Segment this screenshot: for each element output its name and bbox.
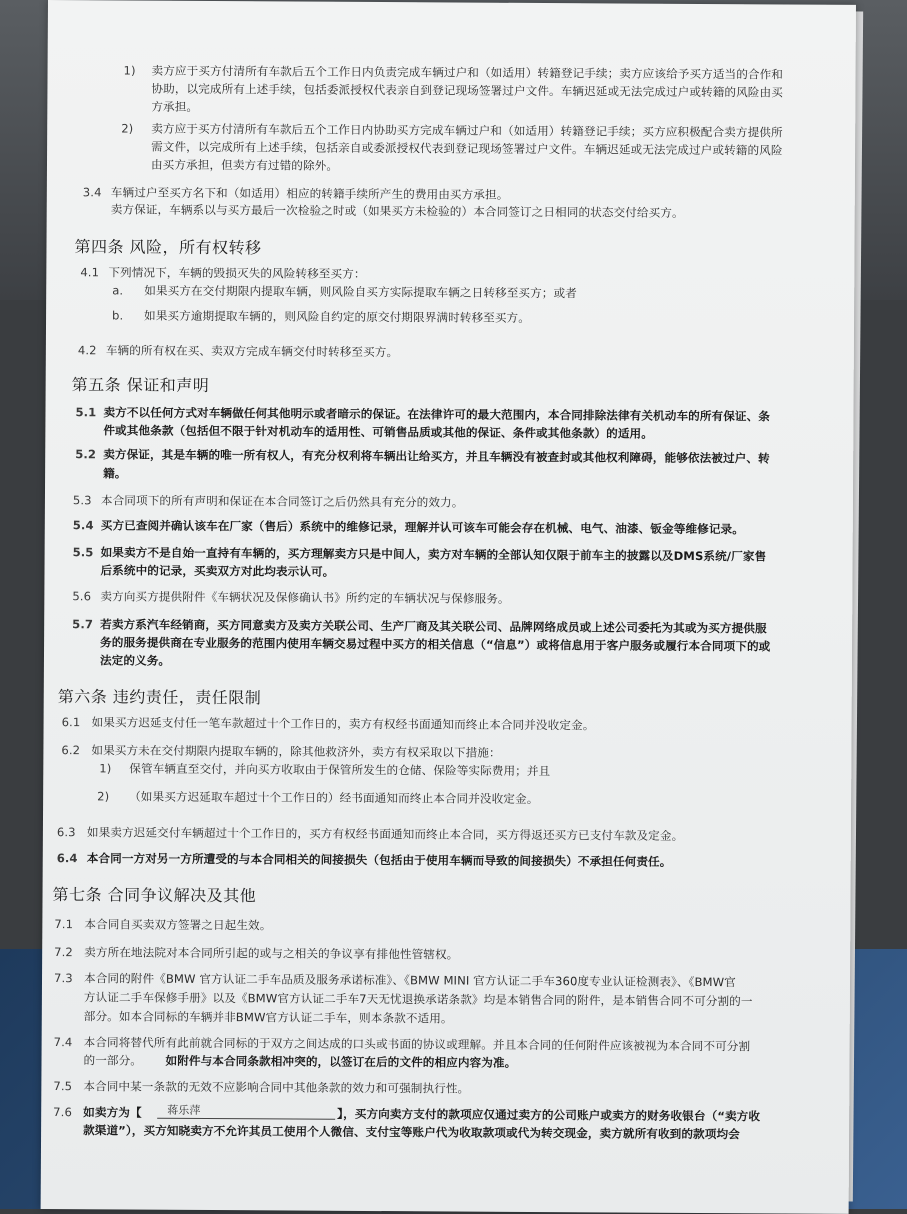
- clause-text: 卖方保证，其是车辆的唯一所有权人，有充分权利将车辆出让给买方，并且车辆没有被查封或其他权利障碍，能够依法被过户、转: [103, 447, 770, 466]
- clause-text: 车辆的所有权在买、卖双方完成车辆交付时转移至买方。: [105, 343, 399, 360]
- clause-text: 本合同自买卖双方签署之日起生效。: [84, 917, 272, 933]
- clause-number: 6.4: [56, 851, 78, 866]
- clause-text: 部分。如本合同标的车辆并非BMW官方认证二手车，则本条款不适用。: [83, 1009, 453, 1026]
- article-7-heading: 第七条 合同争议解决及其他: [52, 885, 257, 906]
- clause-text: 务的服务提供商在专业服务的范围内使用车辆交易过程中买方的相关信息（“信息”）或将信息用于客户服务或履行本合同项下的或: [100, 635, 771, 654]
- clause-text: 若卖方系汽车经销商，买方同意卖方及卖方关联公司、生产厂商及其关联公司、品牌网络成员或上述公司委托为其或为买方提供服: [100, 617, 767, 636]
- clause-number: 5.1: [75, 405, 97, 420]
- clause-number: 5.5: [72, 545, 94, 560]
- clause-text: 卖方应于买方付清所有车款后五个工作日内协助买方完成车辆过户和（如适用）转籍登记手续；买方应积极配合卖方提供所: [151, 121, 783, 140]
- clause-text: 如果买方未在交付期限内提取车辆的，除其他救济外，卖方有权采取以下措施：: [91, 743, 501, 760]
- clause-text: 如果卖方迟延交付车辆超过十个工作日的，买方有权经书面通知而终止本合同，买方得返还买方已支付车款及定金。: [86, 825, 684, 843]
- clause-text: 件或其他条款（包括但不限于针对机动车的适用性、可销售品质或其他的保证、条件或其他条款）的适用。: [103, 423, 654, 441]
- clause-text: 方承担。: [151, 99, 199, 114]
- clause-text: 后系统中的记录，买卖双方对此均表示认可。: [100, 563, 335, 579]
- clause-text: 卖方所在地法院对本合同所引起的或与之相关的争议享有排他性管辖权。: [84, 945, 459, 962]
- clause-text: 车辆过户至买方名下和（如适用）相应的转籍手续所产生的费用由买方承担。: [110, 185, 509, 202]
- clause-number: 5.4: [72, 518, 94, 533]
- clause-text: 本合同将替代所有此前就合同标的于双方之间达成的口头或书面的协议或理解。并且本合同的任何附件应该被视为本合同不可分割: [83, 1035, 751, 1054]
- clause-text: 卖方向买方提供附件《车辆状况及保修确认书》所约定的车辆状况与保修服务。: [100, 589, 510, 606]
- clause-text: 卖方不以任何方式对车辆做任何其他明示或者暗示的保证。在法律许可的最大范围内，本合同排除法律有关机动车的所有保证、条: [103, 405, 771, 424]
- clause-number: 6.3: [56, 825, 76, 840]
- clause-text: （如果买方迟延取车超过十个工作日的）经书面通知而终止本合同并没收定金。: [129, 789, 539, 807]
- clause-number: 4.1: [80, 265, 100, 280]
- clause-text: 籍。: [103, 466, 127, 481]
- clause-text: 买方已查阅并确认该车在厂家（售后）系统中的维修记录，理解并认可该车可能会存在机械、电气、油漆、钣金等维修记录。: [100, 518, 744, 537]
- clause-text: 本合同的附件《BMW 官方认证二手车品质及服务承诺标准》、《BMW MINI 官方认证二手车360度专业认证检测表》、《BMW官: [83, 971, 736, 990]
- clause-text: 如果买方逾期提取车辆的，则风险自约定的原交付期限界满时转移至买方。: [144, 308, 531, 325]
- clause-text: 需文件，以完成所有上述手续，包括亲自或委派授权代表到登记现场签署过户文件。车辆迟延或无法完成过户或转籍的风险: [151, 139, 783, 158]
- clause-text: 法定的义务。: [99, 653, 171, 668]
- clause-text: 下列情况下，车辆的毁损灭失的风险转移至买方：: [108, 265, 366, 281]
- contract-page: [41, 0, 856, 1214]
- item-number: a.: [112, 283, 124, 298]
- clause-text: 保管车辆直至交付，并向买方收取由于保管所发生的仓储、保险等实际费用；并且: [129, 761, 551, 779]
- clause-number: 3.4: [82, 185, 102, 200]
- item-number: 2): [121, 121, 134, 136]
- clause-number: 4.2: [77, 343, 97, 358]
- clause-text: 方认证二手车保修手册》以及《BMW官方认证二手车7天无忧退换承诺条款》均是本销售合同的附件，是本销售合同不可分割的一: [83, 990, 753, 1009]
- clause-text: 卖方应于买方付清所有车款后五个工作日内负责完成车辆过户和（如适用）转籍登记手续；卖方应该给予买方适当的合作和: [151, 63, 784, 82]
- clause-text: 协助，以完成所有上述手续，包括委派授权代表亲自到登记现场签署过户文件。车辆迟延或无法完成过户或转籍的风险由买: [151, 81, 783, 100]
- seller-name-value: 蒋乐萍: [167, 1103, 201, 1117]
- clause-text: 卖方保证，车辆系以与买方最后一次检验之时或（如果买方未检验的）本合同签订之日相同的状态交付给买方。: [110, 202, 684, 220]
- clause-text: 】，买方向卖方支付的款项应仅通过卖方的公司账户或卖方的财务收银台（“卖方收: [337, 1106, 761, 1124]
- clause-number: 7.2: [54, 945, 73, 960]
- clause-number: 7.1: [54, 917, 74, 932]
- clause-text: 本合同项下的所有声明和保证在本合同签订之后仍然具有充分的效力。: [100, 493, 464, 510]
- clause-text: 如卖方为【: [83, 1105, 142, 1120]
- clause-text: 如果买方在交付期限内提取车辆，则风险自买方实际提取车辆之日转移至买方；或者: [144, 283, 577, 301]
- clause-text: 的一部分。: [83, 1053, 143, 1068]
- article-6-heading: 第六条 违约责任，责任限制: [57, 687, 262, 708]
- clause-text-bold: 如附件与本合同条款相冲突的，以签订在后的文件的相应内容为准。: [165, 1053, 517, 1070]
- clause-text: 如果卖方不是自始一直持有车辆的，买方理解卖方只是中间人，卖方对车辆的全部认知仅限于前车主的披露以及DMS系统/厂家售: [100, 545, 767, 564]
- clause-number: 7.5: [53, 1079, 73, 1094]
- clause-text: 由买方承担，但卖方有过错的除外。: [150, 157, 339, 173]
- clause-number: 7.4: [53, 1035, 73, 1050]
- clause-number: 5.2: [75, 447, 97, 462]
- clause-number: 5.3: [72, 493, 92, 508]
- clause-text: 如果买方迟延支付任一笔车款超过十个工作日的，卖方有权经书面通知而终止本合同并没收定金。: [91, 715, 595, 733]
- article-4-heading: 第四条 风险，所有权转移: [74, 237, 262, 258]
- clause-number: 5.7: [72, 617, 94, 632]
- item-number: 1): [123, 63, 136, 78]
- article-5-heading: 第五条 保证和声明: [71, 375, 210, 395]
- item-number: b.: [112, 308, 124, 323]
- clause-number: 5.6: [72, 589, 92, 604]
- clause-text: 本合同中某一条款的无效不应影响合同中其他条款的效力和可强制执行性。: [83, 1079, 470, 1096]
- clause-number: 6.1: [61, 715, 81, 730]
- item-number: 2): [97, 789, 110, 804]
- clause-number: 7.6: [53, 1105, 72, 1120]
- clause-text: 款渠道”），买方知晓卖方不允许其员工使用个人微信、支付宝等账户代为收取款项或代为转交现金，卖方就所有收到的款项均会: [83, 1123, 740, 1142]
- item-number: 1): [99, 761, 112, 776]
- clause-number: 7.3: [53, 971, 73, 986]
- clause-text: 本合同一方对另一方所遭受的与本合同相关的间接损失（包括由于使用车辆而导致的间接损失）不承担任何责任。: [86, 851, 672, 869]
- clause-number: 6.2: [61, 743, 81, 758]
